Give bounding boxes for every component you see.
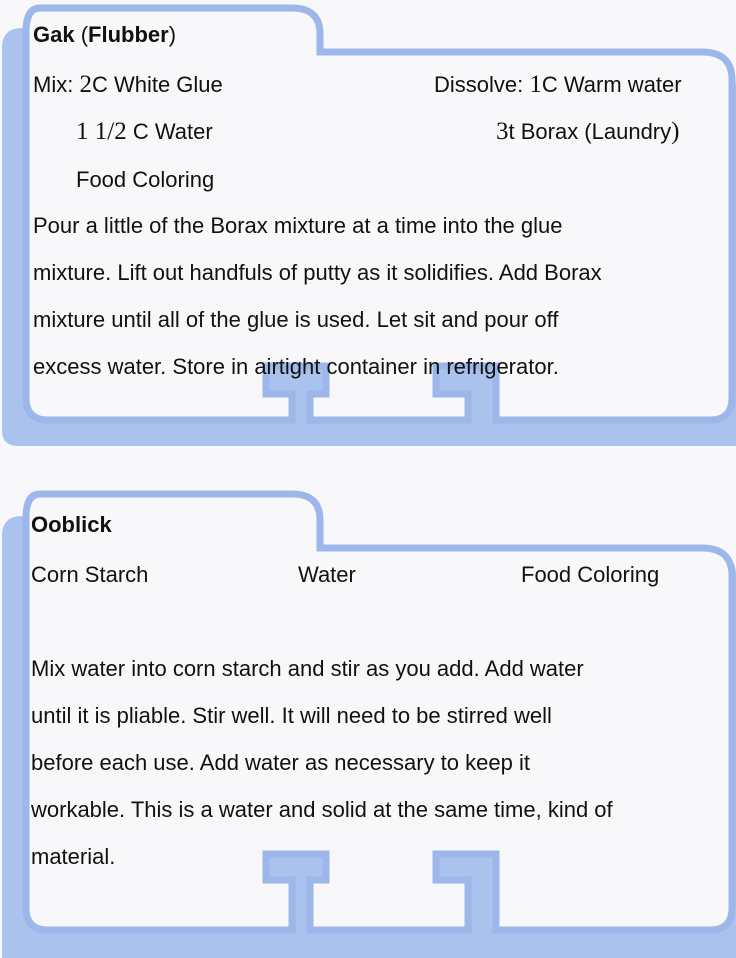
ingredient-water: Water bbox=[298, 562, 356, 587]
instruction-line: mixture. Lift out handfuls of putty as it solidifies. Add Borax bbox=[33, 260, 602, 285]
recipe-title: Gak (Flubber) bbox=[33, 22, 177, 47]
instruction-line: until it is pliable. Stir well. It will need to be stirred well bbox=[31, 703, 552, 728]
recipe-card-ooblick bbox=[0, 488, 736, 958]
recipe-title: Ooblick bbox=[31, 512, 112, 537]
instruction-line: before each use. Add water as necessary to keep it bbox=[31, 750, 530, 775]
borax-line: 3t Borax (Laundry) bbox=[496, 118, 680, 145]
coloring-line: Food Coloring bbox=[76, 167, 215, 192]
instruction-line: Pour a little of the Borax mixture at a time into the glue bbox=[33, 213, 563, 238]
gak-instructions bbox=[33, 202, 602, 390]
recipe-card-gak bbox=[0, 0, 736, 450]
mix-glue-line: Mix: 2C White Glue bbox=[33, 71, 223, 98]
instruction-line: mixture until all of the glue is used. Let sit and pour off bbox=[33, 307, 559, 332]
instruction-line: excess water. Store in airtight container in refrigerator. bbox=[33, 354, 559, 379]
ooblick-instructions bbox=[31, 645, 613, 880]
instruction-line: Mix water into corn starch and stir as you add. Add water bbox=[31, 656, 584, 681]
dissolve-line: Dissolve: 1C Warm water bbox=[434, 71, 682, 98]
ingredient-food-coloring: Food Coloring bbox=[521, 562, 660, 587]
ingredient-corn-starch: Corn Starch bbox=[31, 562, 149, 587]
instruction-line: material. bbox=[31, 844, 116, 869]
water-line: 1 1/2 C Water bbox=[76, 118, 213, 145]
instruction-line: workable. This is a water and solid at the same time, kind of bbox=[31, 797, 613, 822]
